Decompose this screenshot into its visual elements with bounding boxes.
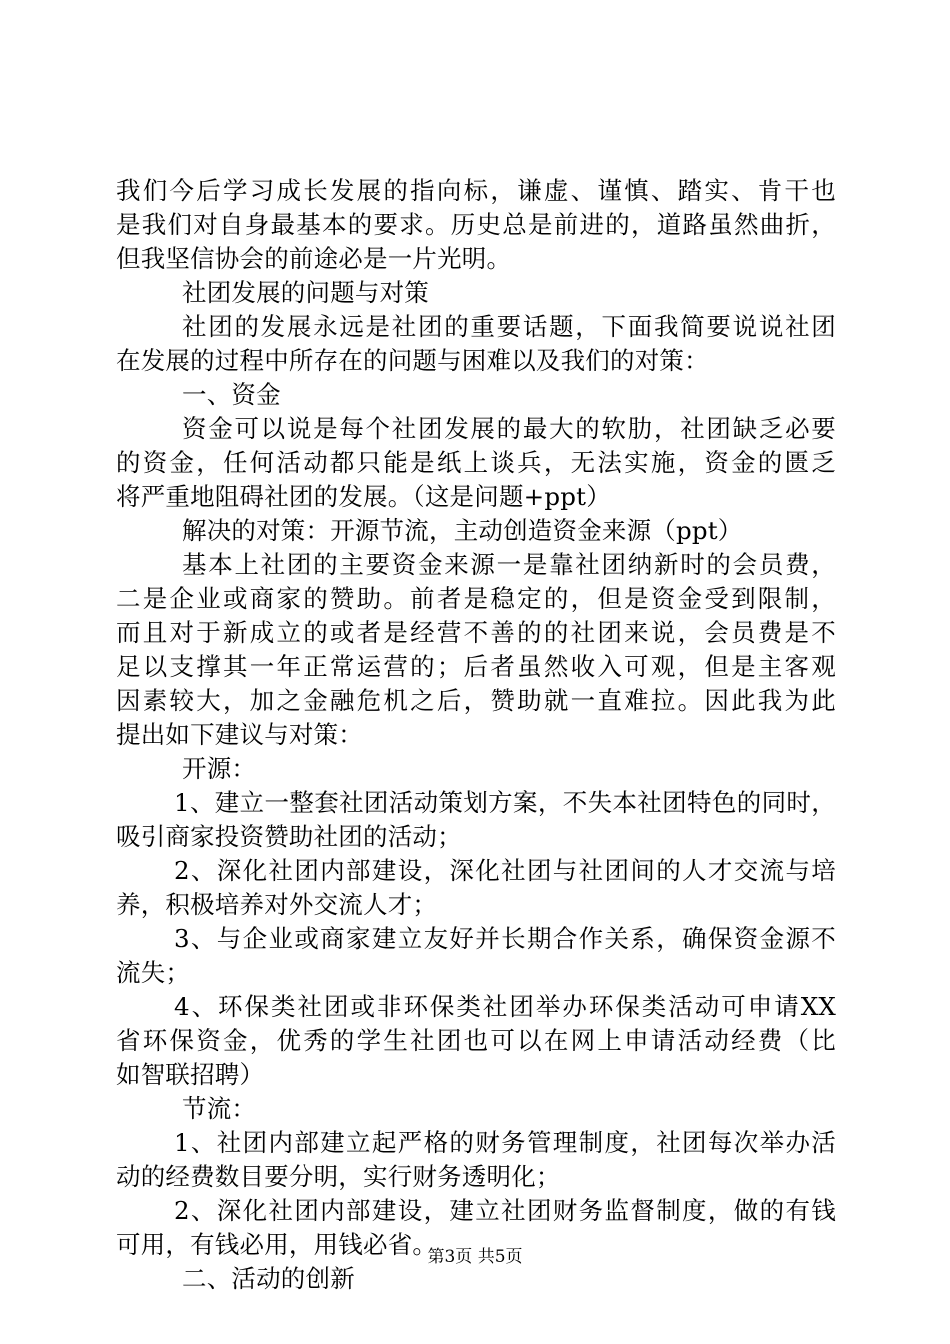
section-heading: 二、活动的创新 [182,1264,355,1293]
text-line: 但我坚信协会的前途必是一片光明。 [116,244,512,273]
text-line: 流失； [116,958,191,987]
text-line: 的资金，任何活动都只能是纸上谈兵，无法实施，资金的匮乏 [116,448,836,477]
text-line: 社团的发展永远是社团的重要话题，下面我简要说说社团 [182,312,836,341]
text-line: 如智联招聘） [116,1060,265,1089]
text-line: 我们今后学习成长发展的指向标，谦虚、谨慎、踏实、肯干也 [116,176,836,205]
text-line: 将严重地阻碍社团的发展。（这是问题+ppt） [116,482,611,511]
text-line: 资金可以说是每个社团发展的最大的软肋，社团缺乏必要 [182,414,836,443]
text-line: 动的经费数目要分明，实行财务透明化； [116,1162,561,1191]
text-line: 是我们对自身最基本的要求。历史总是前进的，道路虽然曲折， [116,210,836,239]
text-line: 解决的对策：开源节流，主动创造资金来源（ppt） [182,516,743,545]
section-heading: 一、资金 [182,380,281,409]
page-footer: 第3页 共5页 [427,1247,523,1267]
text-line: 养，积极培养对外交流人才； [116,890,438,919]
list-item: 4、环保类社团或非环保类社团举办环保类活动可申请XX [174,992,836,1021]
text-line: 在发展的过程中所存在的问题与困难以及我们的对策： [116,346,709,375]
list-item: 1、社团内部建立起严格的财务管理制度，社团每次举办活 [174,1128,836,1157]
list-item: 2、深化社团内部建设，深化社团与社团间的人才交流与培 [174,856,836,885]
text-line: 提出如下建议与对策： [116,720,363,749]
text-line: 而且对于新成立的或者是经营不善的的社团来说，会员费是不 [116,618,836,647]
list-item: 1、建立一整套社团活动策划方案，不失本社团特色的同时， [174,788,836,817]
section-heading: 开源： [182,754,257,783]
list-item: 2、深化社团内部建设，建立社团财务监督制度，做的有钱 [174,1196,836,1225]
text-line: 基本上社团的主要资金来源一是靠社团纳新时的会员费， [182,550,836,579]
section-heading: 节流： [182,1094,257,1123]
text-line: 吸引商家投资赞助社团的活动； [116,822,462,851]
text-line: 二是企业或商家的赞助。前者是稳定的，但是资金受到限制， [116,584,836,613]
text-line: 因素较大，加之金融危机之后，赞助就一直难拉。因此我为此 [116,686,836,715]
text-line: 可用，有钱必用，用钱必省。 [116,1230,438,1259]
list-item: 3、与企业或商家建立友好并长期合作关系，确保资金源不 [174,924,836,953]
text-line: 省环保资金，优秀的学生社团也可以在网上申请活动经费（比 [116,1026,836,1055]
document-body [116,174,836,1296]
text-line: 足以支撑其一年正常运营的；后者虽然收入可观，但是主客观 [116,652,836,681]
section-heading: 社团发展的问题与对策 [182,278,429,307]
